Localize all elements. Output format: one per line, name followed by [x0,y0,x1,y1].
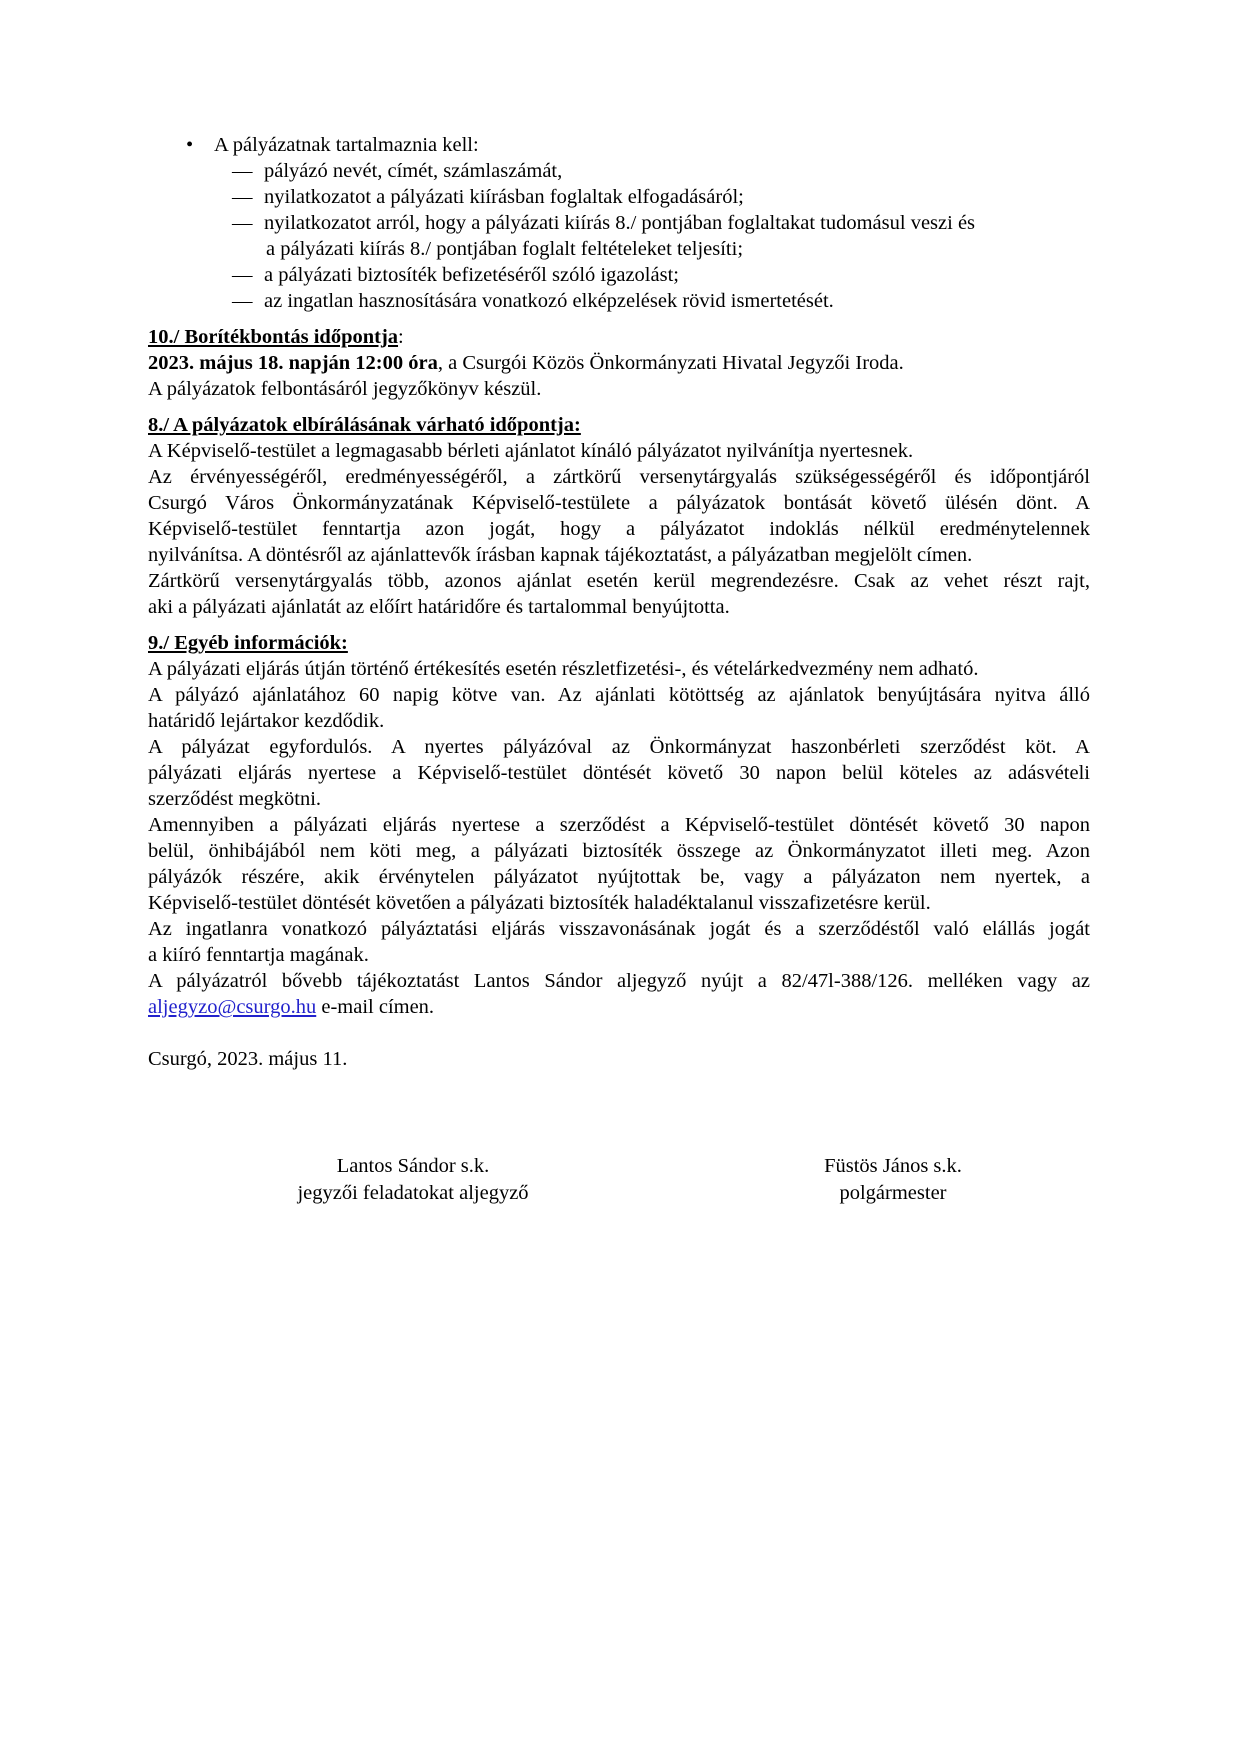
section-9-line: A pályázati eljárás útján történő értékesítés esetén részletfizetési-, és vételárkedvezmény nem adható. [148,658,979,680]
email-link[interactable]: aljegyzo@csurgo.hu [148,996,317,1018]
section-9-line: határidő lejártakor kezdődik. [148,710,385,732]
bullet-icon: • [186,134,194,156]
dash-icon: — [232,212,253,234]
section-10-note: A pályázatok felbontásáról jegyzőkönyv készül. [148,378,542,400]
section-8-line: Csurgó Város Önkormányzatának Képviselő-testülete a pályázatok bontását követő ülésén dönt. A [148,492,1090,514]
section-8-line: A Képviselő-testület a legmagasabb bérleti ajánlatot kínáló pályázatot nyilvánítja nyertesnek. [148,440,914,462]
section-9-line: A pályázat egyfordulós. A nyertes pályázóval az Önkormányzat haszonbérleti szerződést köt. A [148,736,1090,758]
section-8-line: aki a pályázati ajánlatát az előírt határidőre és tartalommal benyújtotta. [148,596,730,618]
signature-left-name: Lantos Sándor s.k. [336,1155,490,1177]
requirements-intro: A pályázatnak tartalmaznia kell: [214,134,479,156]
section-9-heading: 9./ Egyéb információk: [148,632,348,654]
section-9-line: Az ingatlanra vonatkozó pályáztatási eljárás visszavonásának jogát és a szerződéstől való elállás jogát [148,918,1090,940]
dash-icon: — [232,290,253,312]
section-9-line: pályázati eljárás nyertese a Képviselő-testület döntését követő 30 napon belül köteles az adásvételi [148,762,1090,784]
section-8-heading: 8./ A pályázatok elbírálásának várható időpontja: [148,414,581,436]
section-8-line: Az érvényességéről, eredményességéről, a zártkörű versenytárgyalás szükségességéről és időpontjáról [148,466,1090,488]
dash-icon: — [232,264,253,286]
section-8-line: nyilvánítsa. A döntésről az ajánlattevők írásban kapnak tájékoztatást, a pályázatban megjelölt címen. [148,544,973,566]
section-9-line: a kiíró fenntartja magának. [148,944,369,966]
section-9-line: A pályázatról bővebb tájékoztatást Lantos Sándor aljegyző nyújt a 82/47l-388/126. melléken vagy az [148,970,1090,992]
section-10-heading: 10./ Borítékbontás időpontja: [148,326,404,348]
section-8-line: Zártkörű versenytárgyalás több, azonos ajánlat esetén kerül megrendezésre. Csak az vehet részt rajt, [148,570,1090,592]
section-9-line: belül, önhibájából nem köti meg, a pályázati biztosíték összege az Önkormányzatot illeti meg. Azon [148,840,1090,862]
signature-left-title: jegyzői feladatokat aljegyző [297,1182,529,1204]
section-10-date: 2023. május 18. napján 12:00 óra, a Csurgói Közös Önkormányzati Hivatal Jegyzői Iroda. [148,352,904,374]
signature-right [748,1153,1038,1207]
section-9-line: Képviselő-testület döntését követően a pályázati biztosíték haladéktalanul visszafizetésre kerül. [148,892,931,914]
section-9-line: szerződést megkötni. [148,788,322,810]
signature-left [268,1153,558,1207]
section-9-line: Amennyiben a pályázati eljárás nyertese a szerződést a Képviselő-testület döntését követő 30 napon [148,814,1090,836]
dash-icon: — [232,160,253,182]
section-9-line: pályázók részére, akik érvénytelen pályázatot nyújtottak be, vagy a pályázaton nem nyertek, a [148,866,1090,888]
dash-icon: — [232,186,253,208]
section-8-line: Képviselő-testület fenntartja azon jogát, hogy a pályázatot indoklás nélkül eredménytelennek [148,518,1090,540]
signature-right-name: Füstös János s.k. [824,1155,962,1177]
email-line: aljegyzo@csurgo.hu e-mail címen. [148,996,435,1018]
signature-right-title: polgármester [839,1182,947,1204]
place-date: Csurgó, 2023. május 11. [148,1048,348,1070]
section-9-line: A pályázó ajánlatához 60 napig kötve van. Az ajánlati kötöttség az ajánlatok benyújtására nyitva álló [148,684,1090,706]
